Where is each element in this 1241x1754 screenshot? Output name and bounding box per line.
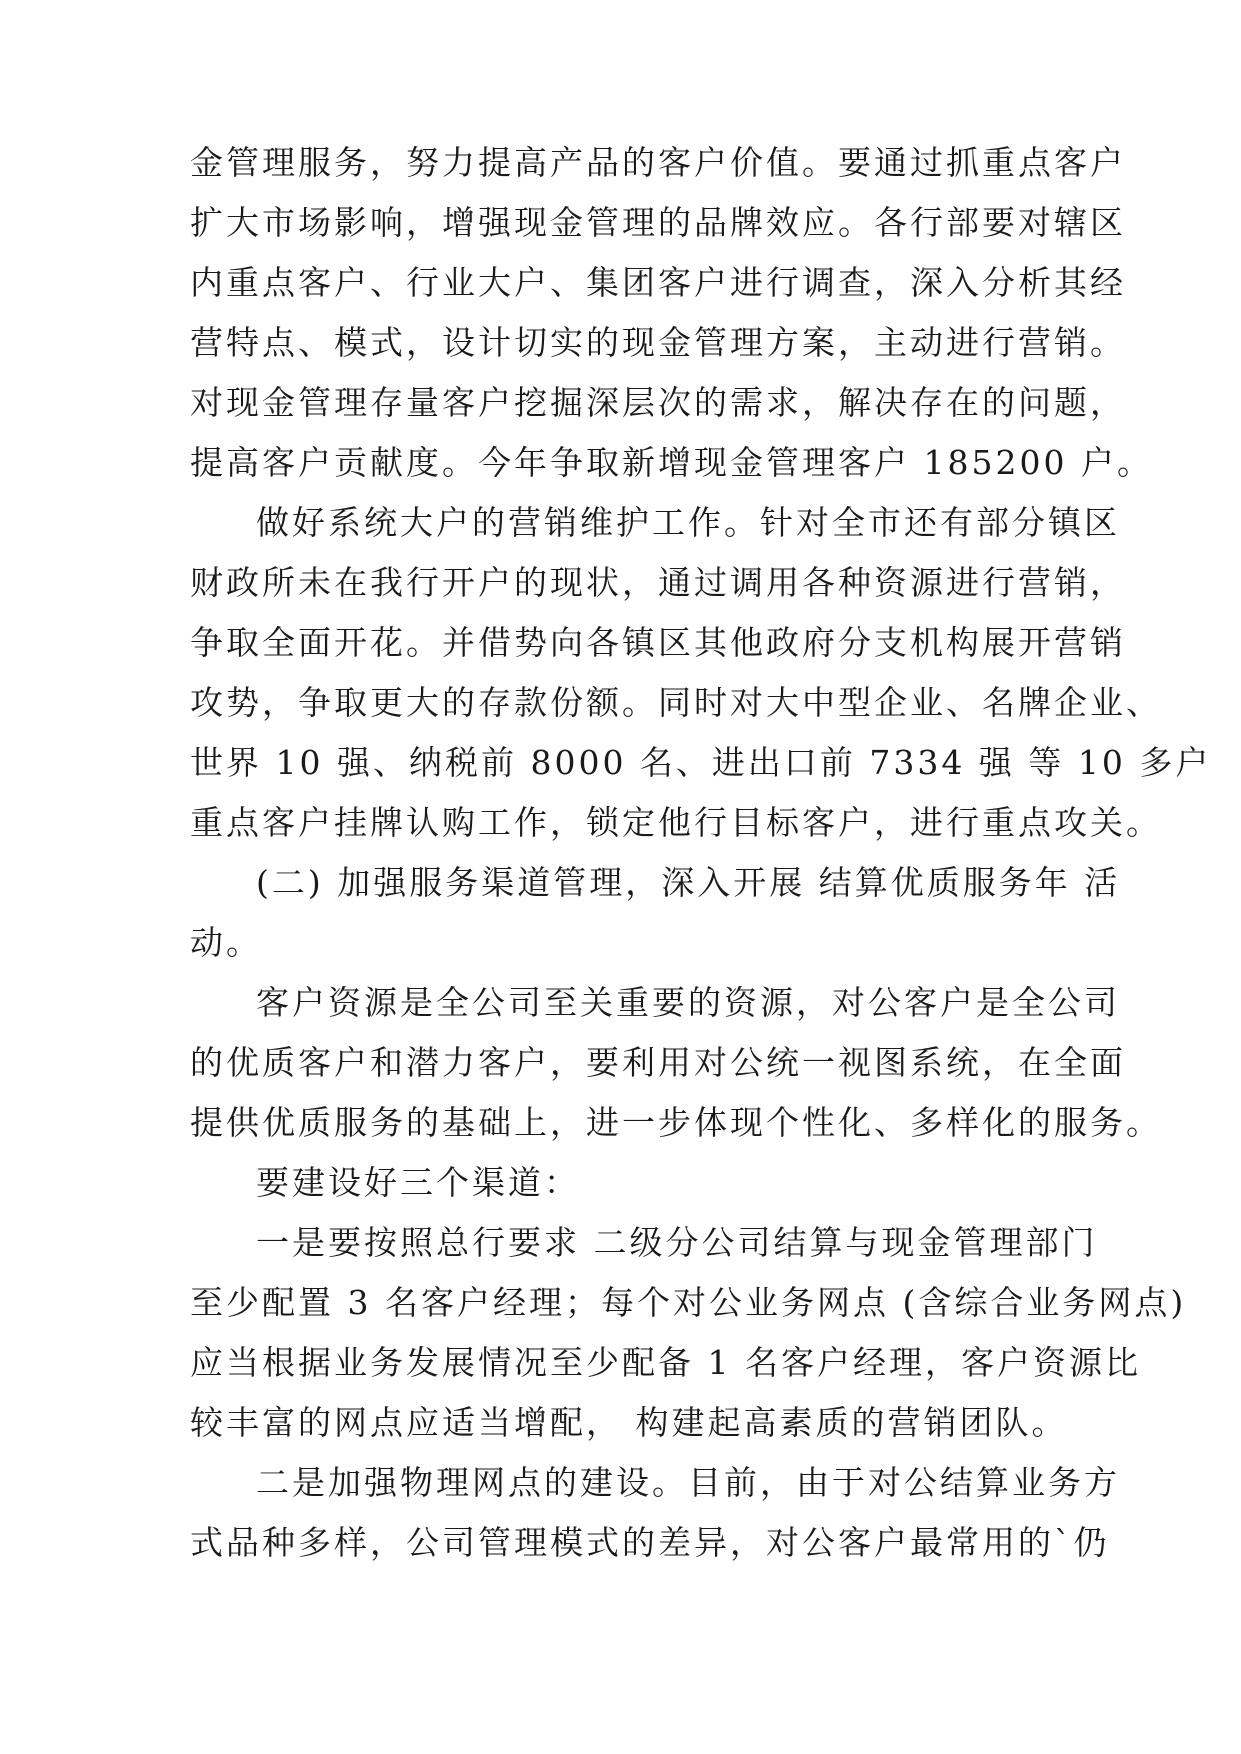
text-line: 攻势，争取更大的存款份额。同时对大中型企业、名牌企业、 xyxy=(190,683,1162,722)
text-line: 二是加强物理网点的建设。目前，由于对公结算业务方 xyxy=(256,1463,1120,1502)
text-line: 金管理服务，努力提高产品的客户价值。要通过抓重点客户 xyxy=(190,143,1126,182)
text-line: 重点客户挂牌认购工作，锁定他行目标客户，进行重点攻关。 xyxy=(190,803,1162,842)
text-line: 财政所未在我行开户的现状，通过调用各种资源进行营销， xyxy=(190,563,1126,602)
text-line: 内重点客户、行业大户、集团客户进行调查，深入分析其经 xyxy=(190,263,1126,302)
text-line: 的优质客户和潜力客户，要利用对公统一视图系统，在全面 xyxy=(190,1043,1126,1082)
text-line: 提供优质服务的基础上，进一步体现个性化、多样化的服务。 xyxy=(190,1103,1162,1142)
text-line: 要建设好三个渠道： xyxy=(256,1163,580,1202)
section-heading-continued: 动。 xyxy=(190,923,262,962)
text-line: 式品种多样，公司管理模式的差异，对公客户最常用的`仍 xyxy=(190,1523,1110,1562)
text-line: 较丰富的网点应适当增配， 构建起高素质的营销团队。 xyxy=(190,1403,1068,1442)
text-line: 提高客户贡献度。今年争取新增现金管理客户 185200 户。 xyxy=(190,443,1153,482)
text-line: 对现金管理存量客户挖掘深层次的需求，解决存在的问题， xyxy=(190,383,1126,422)
text-line: 应当根据业务发展情况至少配备 1 名客户经理，客户资源比 xyxy=(190,1343,1141,1382)
section-heading: (二) 加强服务渠道管理，深入开展 结算优质服务年 活 xyxy=(256,863,1121,902)
text-line: 世界 10 强、纳税前 8000 名、进出口前 7334 强 等 10 多户 xyxy=(190,743,1212,782)
text-line: 至少配置 3 名客户经理；每个对公业务网点 (含综合业务网点) xyxy=(190,1283,1187,1322)
text-line: 客户资源是全公司至关重要的资源，对公客户是全公司 xyxy=(256,983,1120,1022)
text-line: 扩大市场影响，增强现金管理的品牌效应。各行部要对辖区 xyxy=(190,203,1126,242)
text-line: 一是要按照总行要求 二级分公司结算与现金管理部门 xyxy=(256,1223,1098,1262)
text-line: 争取全面开花。并借势向各镇区其他政府分支机构展开营销 xyxy=(190,623,1126,662)
text-line: 做好系统大户的营销维护工作。针对全市还有部分镇区 xyxy=(256,503,1120,542)
text-line: 营特点、模式，设计切实的现金管理方案，主动进行营销。 xyxy=(190,323,1126,362)
